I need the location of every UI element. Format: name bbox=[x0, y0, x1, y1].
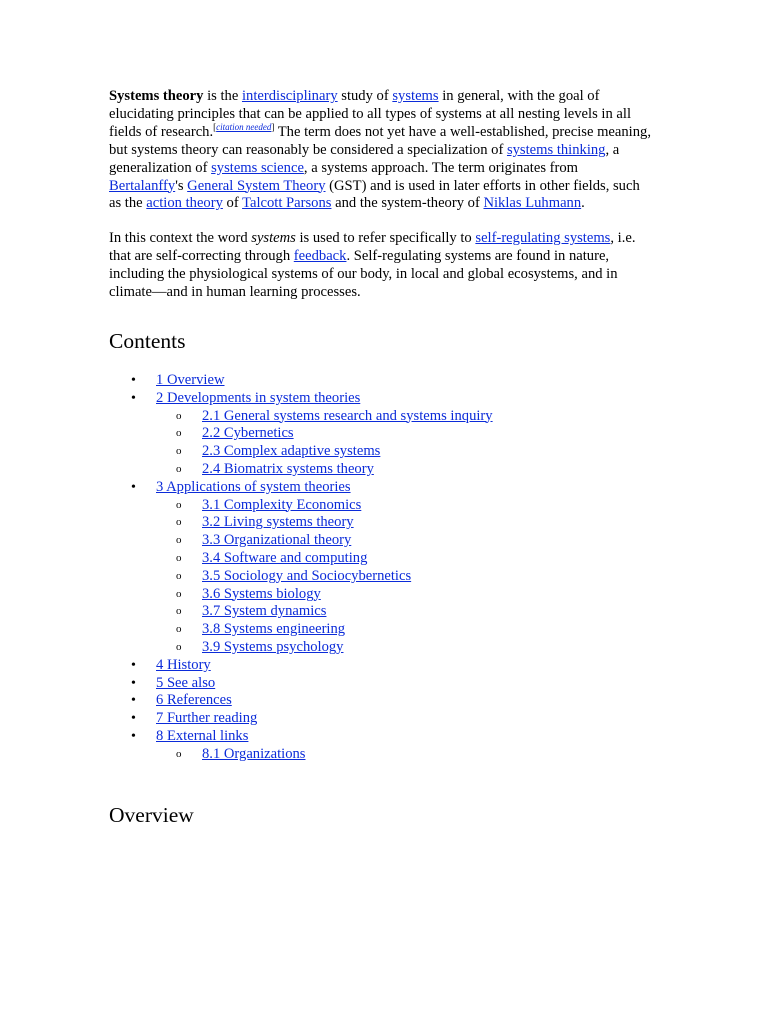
link-self-regulating-systems[interactable]: self-regulating systems bbox=[475, 230, 611, 247]
table-of-contents bbox=[109, 372, 654, 764]
overview-heading: Overview bbox=[109, 802, 194, 827]
context-text: In this context the word bbox=[109, 230, 252, 247]
bullet-icon: • bbox=[131, 657, 136, 673]
toc-subitem bbox=[109, 550, 654, 568]
citation-bracket: [ bbox=[213, 121, 217, 132]
citation-bracket: ] bbox=[271, 121, 275, 132]
toc-link-references[interactable]: 6 References bbox=[156, 692, 232, 709]
intro-text: and the system-theory of bbox=[331, 195, 484, 212]
intro-text: . bbox=[581, 195, 585, 212]
toc-link-history[interactable]: 4 History bbox=[156, 656, 211, 673]
bullet-icon: • bbox=[131, 675, 136, 691]
intro-text: of bbox=[222, 195, 243, 212]
link-bertalanffy[interactable]: Bertalanffy bbox=[109, 177, 176, 194]
link-systems-science[interactable]: systems science bbox=[211, 159, 304, 176]
link-feedback[interactable]: feedback bbox=[293, 248, 347, 265]
toc-link-software-computing[interactable]: 3.4 Software and computing bbox=[202, 549, 368, 566]
link-systems[interactable]: systems bbox=[392, 88, 439, 104]
toc-link-overview[interactable]: 1 Overview bbox=[156, 371, 225, 388]
citation-needed bbox=[213, 122, 274, 132]
toc-link-organizational-theory[interactable]: 3.3 Organizational theory bbox=[202, 532, 352, 549]
link-talcott-parsons[interactable]: Talcott Parsons bbox=[242, 195, 332, 212]
toc-link-complex-adaptive-systems[interactable]: 2.3 Complex adaptive systems bbox=[202, 443, 381, 460]
toc-link-further-reading[interactable]: 7 Further reading bbox=[156, 710, 258, 727]
circle-bullet-icon: o bbox=[176, 551, 182, 564]
toc-link-living-systems-theory[interactable]: 3.2 Living systems theory bbox=[202, 514, 354, 531]
toc-subitem bbox=[109, 461, 654, 479]
toc-item bbox=[109, 692, 654, 710]
context-text: , i.e. that are self-correcting through bbox=[109, 230, 636, 265]
circle-bullet-icon: o bbox=[176, 747, 182, 760]
italic-systems: systems bbox=[251, 230, 296, 247]
link-action-theory[interactable]: action theory bbox=[146, 195, 223, 212]
link-citation-needed[interactable]: citation needed bbox=[216, 121, 272, 132]
bullet-icon: • bbox=[131, 728, 136, 744]
circle-bullet-icon: o bbox=[176, 516, 182, 529]
toc-subitem bbox=[109, 425, 654, 443]
toc-subitem bbox=[109, 586, 654, 604]
toc-subitem bbox=[109, 639, 654, 657]
bullet-icon: • bbox=[131, 693, 136, 709]
toc-link-general-systems-research[interactable]: 2.1 General systems research and systems inquiry bbox=[202, 407, 493, 424]
bullet-icon: • bbox=[131, 390, 136, 406]
bullet-icon: • bbox=[131, 711, 136, 727]
toc-link-biomatrix[interactable]: 2.4 Biomatrix systems theory bbox=[202, 460, 374, 477]
toc-subitem bbox=[109, 746, 654, 764]
circle-bullet-icon: o bbox=[176, 534, 182, 547]
circle-bullet-icon: o bbox=[176, 569, 182, 582]
circle-bullet-icon: o bbox=[176, 498, 182, 511]
toc-item bbox=[109, 728, 654, 746]
link-interdisciplinary[interactable]: interdisciplinary bbox=[241, 88, 338, 104]
toc-link-systems-engineering[interactable]: 3.8 Systems engineering bbox=[202, 621, 346, 638]
toc-subitem bbox=[109, 568, 654, 586]
toc-item bbox=[109, 372, 654, 390]
toc-link-cybernetics[interactable]: 2.2 Cybernetics bbox=[202, 425, 294, 442]
toc-subitem bbox=[109, 603, 654, 621]
toc-link-organizations[interactable]: 8.1 Organizations bbox=[202, 745, 306, 762]
toc-item bbox=[109, 657, 654, 675]
contents-heading: Contents bbox=[109, 328, 186, 353]
toc-subitem bbox=[109, 408, 654, 426]
toc-item bbox=[109, 390, 654, 408]
link-general-system-theory[interactable]: General System Theory bbox=[187, 177, 326, 194]
circle-bullet-icon: o bbox=[176, 445, 182, 458]
circle-bullet-icon: o bbox=[176, 587, 182, 600]
article-title-bold: Systems theory bbox=[109, 88, 204, 104]
intro-text: in general, with the goal of elucidating principles that can be applied to all types of systems at all nesting levels in all fields of research. bbox=[109, 88, 631, 140]
intro-text: is the bbox=[203, 88, 242, 104]
toc-subitem bbox=[109, 621, 654, 639]
bullet-icon: • bbox=[131, 479, 136, 495]
intro-text: , a systems approach. The term originates from bbox=[303, 159, 579, 176]
link-niklas-luhmann[interactable]: Niklas Luhmann bbox=[483, 195, 582, 212]
toc-link-applications[interactable]: 3 Applications of system theories bbox=[156, 478, 351, 495]
toc-link-systems-psychology[interactable]: 3.9 Systems psychology bbox=[202, 638, 344, 655]
context-paragraph bbox=[109, 230, 654, 302]
toc-subitem bbox=[109, 497, 654, 515]
circle-bullet-icon: o bbox=[176, 605, 182, 618]
toc-item bbox=[109, 675, 654, 693]
circle-bullet-icon: o bbox=[176, 409, 182, 422]
toc-link-external-links[interactable]: 8 External links bbox=[156, 727, 249, 744]
context-text: is used to refer specifically to bbox=[295, 230, 476, 247]
toc-link-see-also[interactable]: 5 See also bbox=[156, 674, 216, 691]
toc-subitem bbox=[109, 443, 654, 461]
context-text: . Self-regulating systems are found in nature, including the physiological systems of our body, in local and global ecosystems, and in climate—and in human learning processes. bbox=[109, 248, 618, 301]
intro-text: (GST) and is used in later efforts in other fields, such as the bbox=[109, 177, 640, 212]
intro-paragraph bbox=[109, 88, 654, 213]
circle-bullet-icon: o bbox=[176, 623, 182, 636]
document-page bbox=[109, 88, 654, 828]
toc-link-developments[interactable]: 2 Developments in system theories bbox=[156, 389, 361, 406]
intro-text: 's bbox=[175, 177, 188, 194]
toc-link-complexity-economics[interactable]: 3.1 Complexity Economics bbox=[202, 496, 362, 513]
circle-bullet-icon: o bbox=[176, 462, 182, 475]
intro-text: study of bbox=[337, 88, 393, 104]
toc-link-system-dynamics[interactable]: 3.7 System dynamics bbox=[202, 603, 327, 620]
toc-item bbox=[109, 710, 654, 728]
circle-bullet-icon: o bbox=[176, 640, 182, 653]
toc-item bbox=[109, 479, 654, 497]
toc-subitem bbox=[109, 532, 654, 550]
intro-text: , a generalization of bbox=[109, 141, 620, 176]
bullet-icon: • bbox=[131, 372, 136, 388]
link-systems-thinking[interactable]: systems thinking bbox=[506, 141, 606, 158]
intro-text: The term does not yet have a well-established, precise meaning, but systems theory can reasonably be considered a specialization of bbox=[109, 123, 651, 158]
toc-subitem bbox=[109, 514, 654, 532]
toc-link-systems-biology[interactable]: 3.6 Systems biology bbox=[202, 585, 321, 602]
circle-bullet-icon: o bbox=[176, 427, 182, 440]
toc-link-sociology[interactable]: 3.5 Sociology and Sociocybernetics bbox=[202, 567, 412, 584]
